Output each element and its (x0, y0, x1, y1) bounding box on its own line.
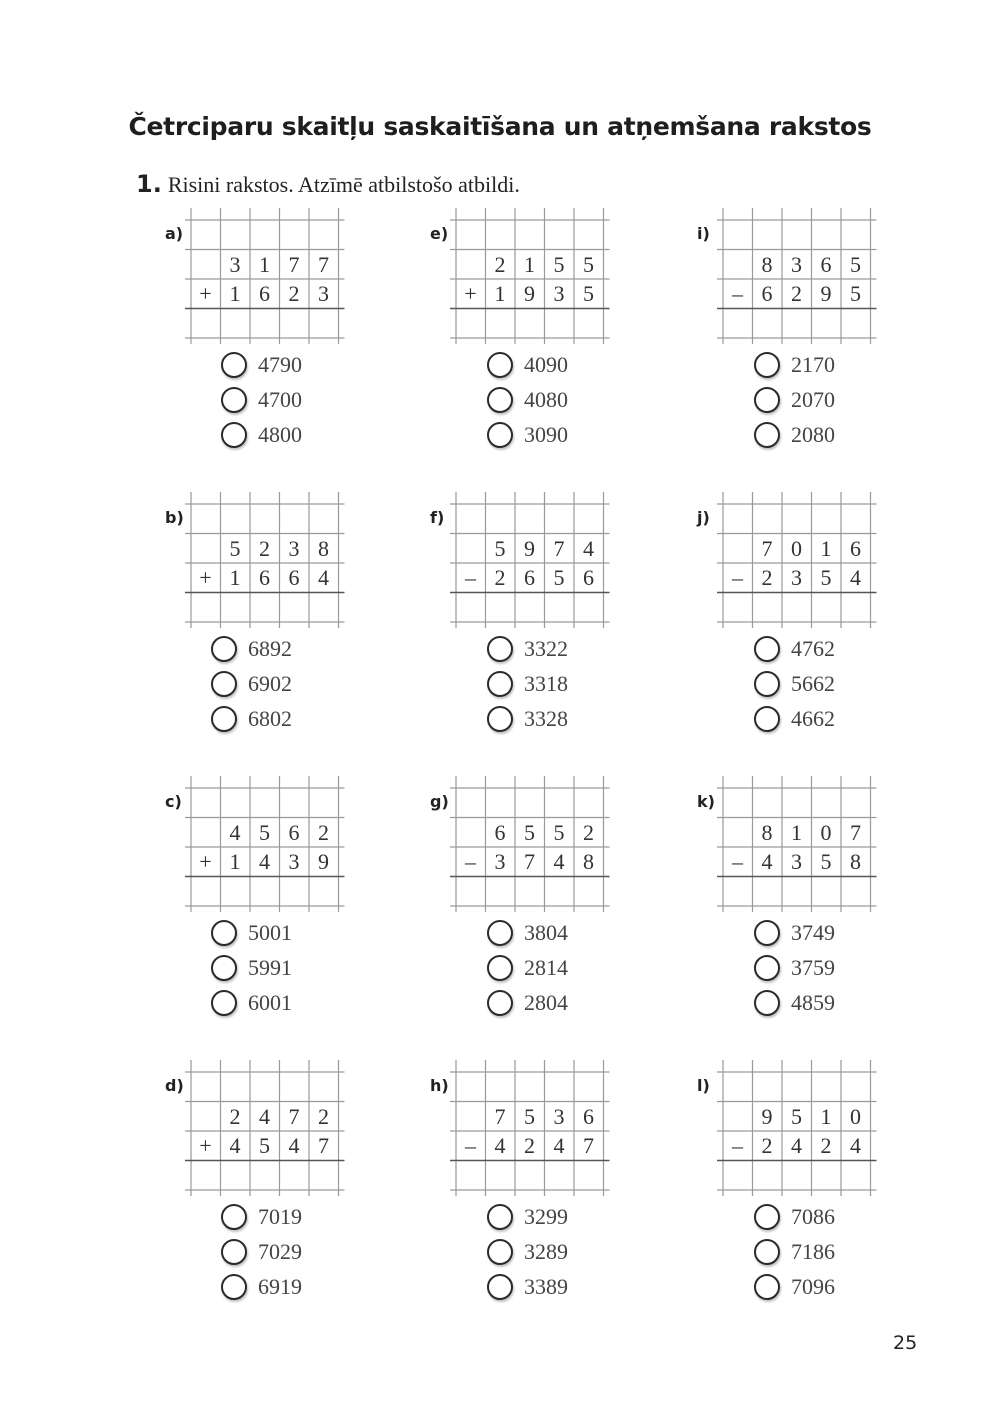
digit-bottom: 4 (288, 1133, 300, 1158)
digit-top: 1 (259, 251, 270, 277)
digit-bottom: 5 (259, 1133, 270, 1158)
digit-bottom: 3 (791, 565, 802, 590)
digit-top: 6 (850, 535, 861, 561)
digit-bottom: 2 (494, 565, 506, 590)
operator-sign: + (199, 1133, 212, 1158)
digit-top: 5 (553, 819, 565, 845)
digit-bottom: 3 (318, 281, 329, 306)
answer-value: 2080 (791, 422, 835, 447)
answer-value: 4800 (258, 422, 302, 447)
digit-bottom: 4 (229, 1133, 241, 1158)
digit-bottom: 4 (553, 1133, 565, 1158)
digit-bottom: 3 (791, 849, 802, 874)
digit-top: 1 (820, 1103, 832, 1129)
digit-bottom: 4 (318, 565, 329, 590)
answer-value: 7096 (791, 1274, 835, 1299)
problem-e (430, 208, 670, 458)
problem-j (697, 492, 937, 742)
problem-b (165, 492, 405, 742)
digit-bottom: 6 (761, 281, 773, 306)
calculation-grid (717, 208, 905, 338)
digit-bottom: 1 (229, 849, 241, 874)
digit-top: 2 (494, 251, 506, 277)
problem-label: k) (697, 792, 715, 811)
digit-bottom: 4 (259, 849, 270, 874)
digit-bottom: 2 (288, 281, 300, 306)
digit-top: 4 (583, 535, 594, 561)
radio-circle-icon[interactable] (221, 1274, 247, 1300)
answer-value: 7019 (258, 1204, 302, 1229)
digit-top: 7 (850, 819, 861, 845)
digit-bottom: 3 (553, 281, 565, 306)
digit-bottom: 7 (583, 1133, 594, 1158)
radio-circle-icon[interactable] (754, 387, 780, 413)
answer-value: 2814 (524, 955, 568, 980)
digit-top: 7 (761, 535, 773, 561)
radio-circle-icon[interactable] (211, 706, 237, 732)
radio-circle-icon[interactable] (754, 636, 780, 662)
operator-sign: – (465, 565, 476, 590)
radio-circle-icon[interactable] (754, 920, 780, 946)
calculation-grid (450, 492, 638, 622)
digit-bottom: 2 (761, 1133, 773, 1158)
digit-top: 5 (494, 535, 506, 561)
radio-circle-icon[interactable] (487, 990, 513, 1016)
radio-circle-icon[interactable] (754, 706, 780, 732)
problem-label: f) (430, 508, 445, 527)
answer-value: 7029 (258, 1239, 302, 1264)
digit-top: 5 (791, 1103, 802, 1129)
radio-circle-icon[interactable] (754, 1204, 780, 1230)
problem-label: b) (165, 508, 184, 527)
digit-bottom: 9 (318, 849, 329, 874)
digit-top: 7 (318, 251, 329, 277)
answer-value: 4859 (791, 990, 835, 1015)
answer-value: 2070 (791, 387, 835, 412)
radio-circle-icon[interactable] (487, 671, 513, 697)
digit-bottom: 6 (583, 565, 594, 590)
answer-value: 4090 (524, 352, 568, 377)
digit-bottom: 4 (761, 849, 773, 874)
digit-top: 7 (288, 1103, 300, 1129)
answer-value: 3328 (524, 706, 568, 731)
problem-a (165, 208, 405, 458)
digit-bottom: 3 (288, 849, 300, 874)
digit-top: 4 (259, 1103, 270, 1129)
radio-circle-icon[interactable] (487, 706, 513, 732)
answer-value: 4662 (791, 706, 835, 731)
digit-bottom: 6 (288, 565, 300, 590)
calculation-grid (450, 776, 638, 906)
digit-top: 8 (761, 251, 773, 277)
operator-sign: – (465, 849, 476, 874)
digit-top: 5 (524, 819, 535, 845)
digit-top: 2 (318, 1103, 329, 1129)
digit-top: 9 (761, 1103, 773, 1129)
operator-sign: + (199, 281, 212, 306)
digit-top: 9 (524, 535, 535, 561)
radio-circle-icon[interactable] (221, 1204, 247, 1230)
digit-top: 6 (494, 819, 506, 845)
digit-top: 3 (229, 251, 241, 277)
problem-f (430, 492, 670, 742)
problem-g (430, 776, 670, 1026)
radio-circle-icon[interactable] (487, 422, 513, 448)
problem-label: a) (165, 224, 184, 243)
answer-value: 6802 (248, 706, 292, 731)
digit-top: 6 (288, 819, 300, 845)
answer-value: 2170 (791, 352, 835, 377)
answer-value: 3389 (524, 1274, 568, 1299)
operator-sign: – (732, 849, 743, 874)
digit-bottom: 8 (583, 849, 594, 874)
digit-bottom: 2 (761, 565, 773, 590)
problem-label: i) (697, 224, 710, 243)
radio-circle-icon[interactable] (487, 1274, 513, 1300)
answer-value: 3322 (524, 636, 568, 661)
answer-value: 4790 (258, 352, 302, 377)
answer-value: 3090 (524, 422, 568, 447)
digit-bottom: 8 (850, 849, 861, 874)
digit-bottom: 5 (553, 565, 565, 590)
digit-bottom: 7 (318, 1133, 329, 1158)
answer-value: 3759 (791, 955, 835, 980)
answer-value: 4080 (524, 387, 568, 412)
digit-bottom: 1 (494, 281, 506, 306)
digit-top: 5 (229, 535, 241, 561)
digit-top: 2 (318, 819, 329, 845)
calculation-grid (717, 1060, 905, 1190)
task-text: Risini rakstos. Atzīmē atbilstošo atbildi. (167, 172, 520, 197)
calculation-grid (717, 492, 905, 622)
radio-circle-icon[interactable] (211, 990, 237, 1016)
digit-bottom: 5 (850, 281, 861, 306)
digit-bottom: 2 (524, 1133, 535, 1158)
digit-bottom: 4 (791, 1133, 802, 1158)
radio-circle-icon[interactable] (754, 1239, 780, 1265)
radio-circle-icon[interactable] (221, 422, 247, 448)
problem-label: h) (430, 1076, 449, 1095)
digit-top: 4 (229, 819, 241, 845)
problem-label: j) (697, 508, 710, 527)
digit-bottom: 5 (583, 281, 594, 306)
answer-value: 3804 (524, 920, 568, 945)
digit-top: 2 (259, 535, 270, 561)
digit-top: 7 (553, 535, 565, 561)
digit-bottom: 3 (494, 849, 506, 874)
problem-label: l) (697, 1076, 710, 1095)
digit-top: 0 (820, 819, 832, 845)
digit-bottom: 1 (229, 281, 241, 306)
radio-circle-icon[interactable] (211, 920, 237, 946)
digit-top: 6 (820, 251, 832, 277)
digit-top: 8 (761, 819, 773, 845)
answer-value: 3318 (524, 671, 568, 696)
digit-top: 7 (288, 251, 300, 277)
digit-top: 2 (583, 819, 594, 845)
page-number: 25 (893, 1332, 918, 1354)
radio-circle-icon[interactable] (754, 1274, 780, 1300)
digit-top: 2 (229, 1103, 241, 1129)
page-title: Četrciparu skaitļu saskaitīšana un atņemšana rakstos (128, 112, 872, 141)
answer-value: 4700 (258, 387, 302, 412)
digit-top: 3 (553, 1103, 565, 1129)
calculation-grid (185, 492, 373, 622)
radio-circle-icon[interactable] (221, 387, 247, 413)
radio-circle-icon[interactable] (754, 352, 780, 378)
answer-value: 6001 (248, 990, 292, 1015)
answer-value: 4762 (791, 636, 835, 661)
answer-value: 7086 (791, 1204, 835, 1229)
operator-sign: + (199, 849, 212, 874)
answer-value: 5662 (791, 671, 835, 696)
problem-i (697, 208, 937, 458)
radio-circle-icon[interactable] (754, 422, 780, 448)
problem-c (165, 776, 405, 1026)
digit-bottom: 2 (820, 1133, 832, 1158)
radio-circle-icon[interactable] (754, 955, 780, 981)
radio-circle-icon[interactable] (487, 955, 513, 981)
radio-circle-icon[interactable] (221, 1239, 247, 1265)
calculation-grid (717, 776, 905, 906)
problem-label: d) (165, 1076, 184, 1095)
operator-sign: + (464, 281, 477, 306)
answer-value: 7186 (791, 1239, 835, 1264)
digit-top: 0 (791, 535, 802, 561)
radio-circle-icon[interactable] (487, 1204, 513, 1230)
digit-top: 1 (820, 535, 832, 561)
radio-circle-icon[interactable] (487, 636, 513, 662)
digit-top: 0 (850, 1103, 861, 1129)
digit-top: 7 (494, 1103, 506, 1129)
answer-value: 6892 (248, 636, 292, 661)
digit-top: 1 (524, 251, 535, 277)
digit-top: 3 (288, 535, 300, 561)
digit-bottom: 4 (850, 565, 861, 590)
radio-circle-icon[interactable] (487, 352, 513, 378)
operator-sign: – (732, 565, 743, 590)
calculation-grid (450, 208, 638, 338)
answer-value: 5001 (248, 920, 292, 945)
problem-label: e) (430, 224, 449, 243)
radio-circle-icon[interactable] (754, 990, 780, 1016)
operator-sign: – (732, 281, 743, 306)
problem-d (165, 1060, 405, 1310)
digit-top: 5 (259, 819, 270, 845)
operator-sign: + (199, 565, 212, 590)
digit-bottom: 9 (820, 281, 832, 306)
radio-circle-icon[interactable] (221, 352, 247, 378)
digit-top: 1 (791, 819, 802, 845)
answer-value: 3299 (524, 1204, 568, 1229)
answer-value: 2804 (524, 990, 568, 1015)
radio-circle-icon[interactable] (211, 671, 237, 697)
answer-value: 6902 (248, 671, 292, 696)
answer-value: 5991 (248, 955, 292, 980)
radio-circle-icon[interactable] (487, 920, 513, 946)
answer-value: 3749 (791, 920, 835, 945)
answer-value: 6919 (258, 1274, 302, 1299)
problem-label: g) (430, 792, 449, 811)
digit-top: 5 (850, 251, 861, 277)
task-number: 1. (136, 170, 162, 198)
digit-top: 5 (553, 251, 565, 277)
problem-l (697, 1060, 937, 1310)
radio-circle-icon[interactable] (211, 636, 237, 662)
calculation-grid (450, 1060, 638, 1190)
digit-top: 6 (583, 1103, 594, 1129)
digit-top: 8 (318, 535, 329, 561)
digit-bottom: 1 (229, 565, 241, 590)
task-instruction (136, 170, 520, 198)
operator-sign: – (465, 1133, 476, 1158)
digit-top: 5 (583, 251, 594, 277)
calculation-grid (185, 776, 373, 906)
problem-label: c) (165, 792, 182, 811)
digit-bottom: 6 (259, 281, 270, 306)
digit-bottom: 4 (553, 849, 565, 874)
radio-circle-icon[interactable] (211, 955, 237, 981)
answer-value: 3289 (524, 1239, 568, 1264)
radio-circle-icon[interactable] (754, 671, 780, 697)
radio-circle-icon[interactable] (487, 387, 513, 413)
digit-bottom: 4 (494, 1133, 506, 1158)
digit-bottom: 9 (524, 281, 535, 306)
digit-top: 3 (791, 251, 802, 277)
digit-bottom: 5 (820, 565, 832, 590)
digit-bottom: 5 (820, 849, 832, 874)
calculation-grid (185, 1060, 373, 1190)
calculation-grid (185, 208, 373, 338)
problem-h (430, 1060, 670, 1310)
digit-bottom: 4 (850, 1133, 861, 1158)
digit-top: 5 (524, 1103, 535, 1129)
digit-bottom: 7 (524, 849, 535, 874)
operator-sign: – (732, 1133, 743, 1158)
digit-bottom: 6 (259, 565, 270, 590)
digit-bottom: 6 (524, 565, 535, 590)
digit-bottom: 2 (791, 281, 802, 306)
radio-circle-icon[interactable] (487, 1239, 513, 1265)
problem-k (697, 776, 937, 1026)
